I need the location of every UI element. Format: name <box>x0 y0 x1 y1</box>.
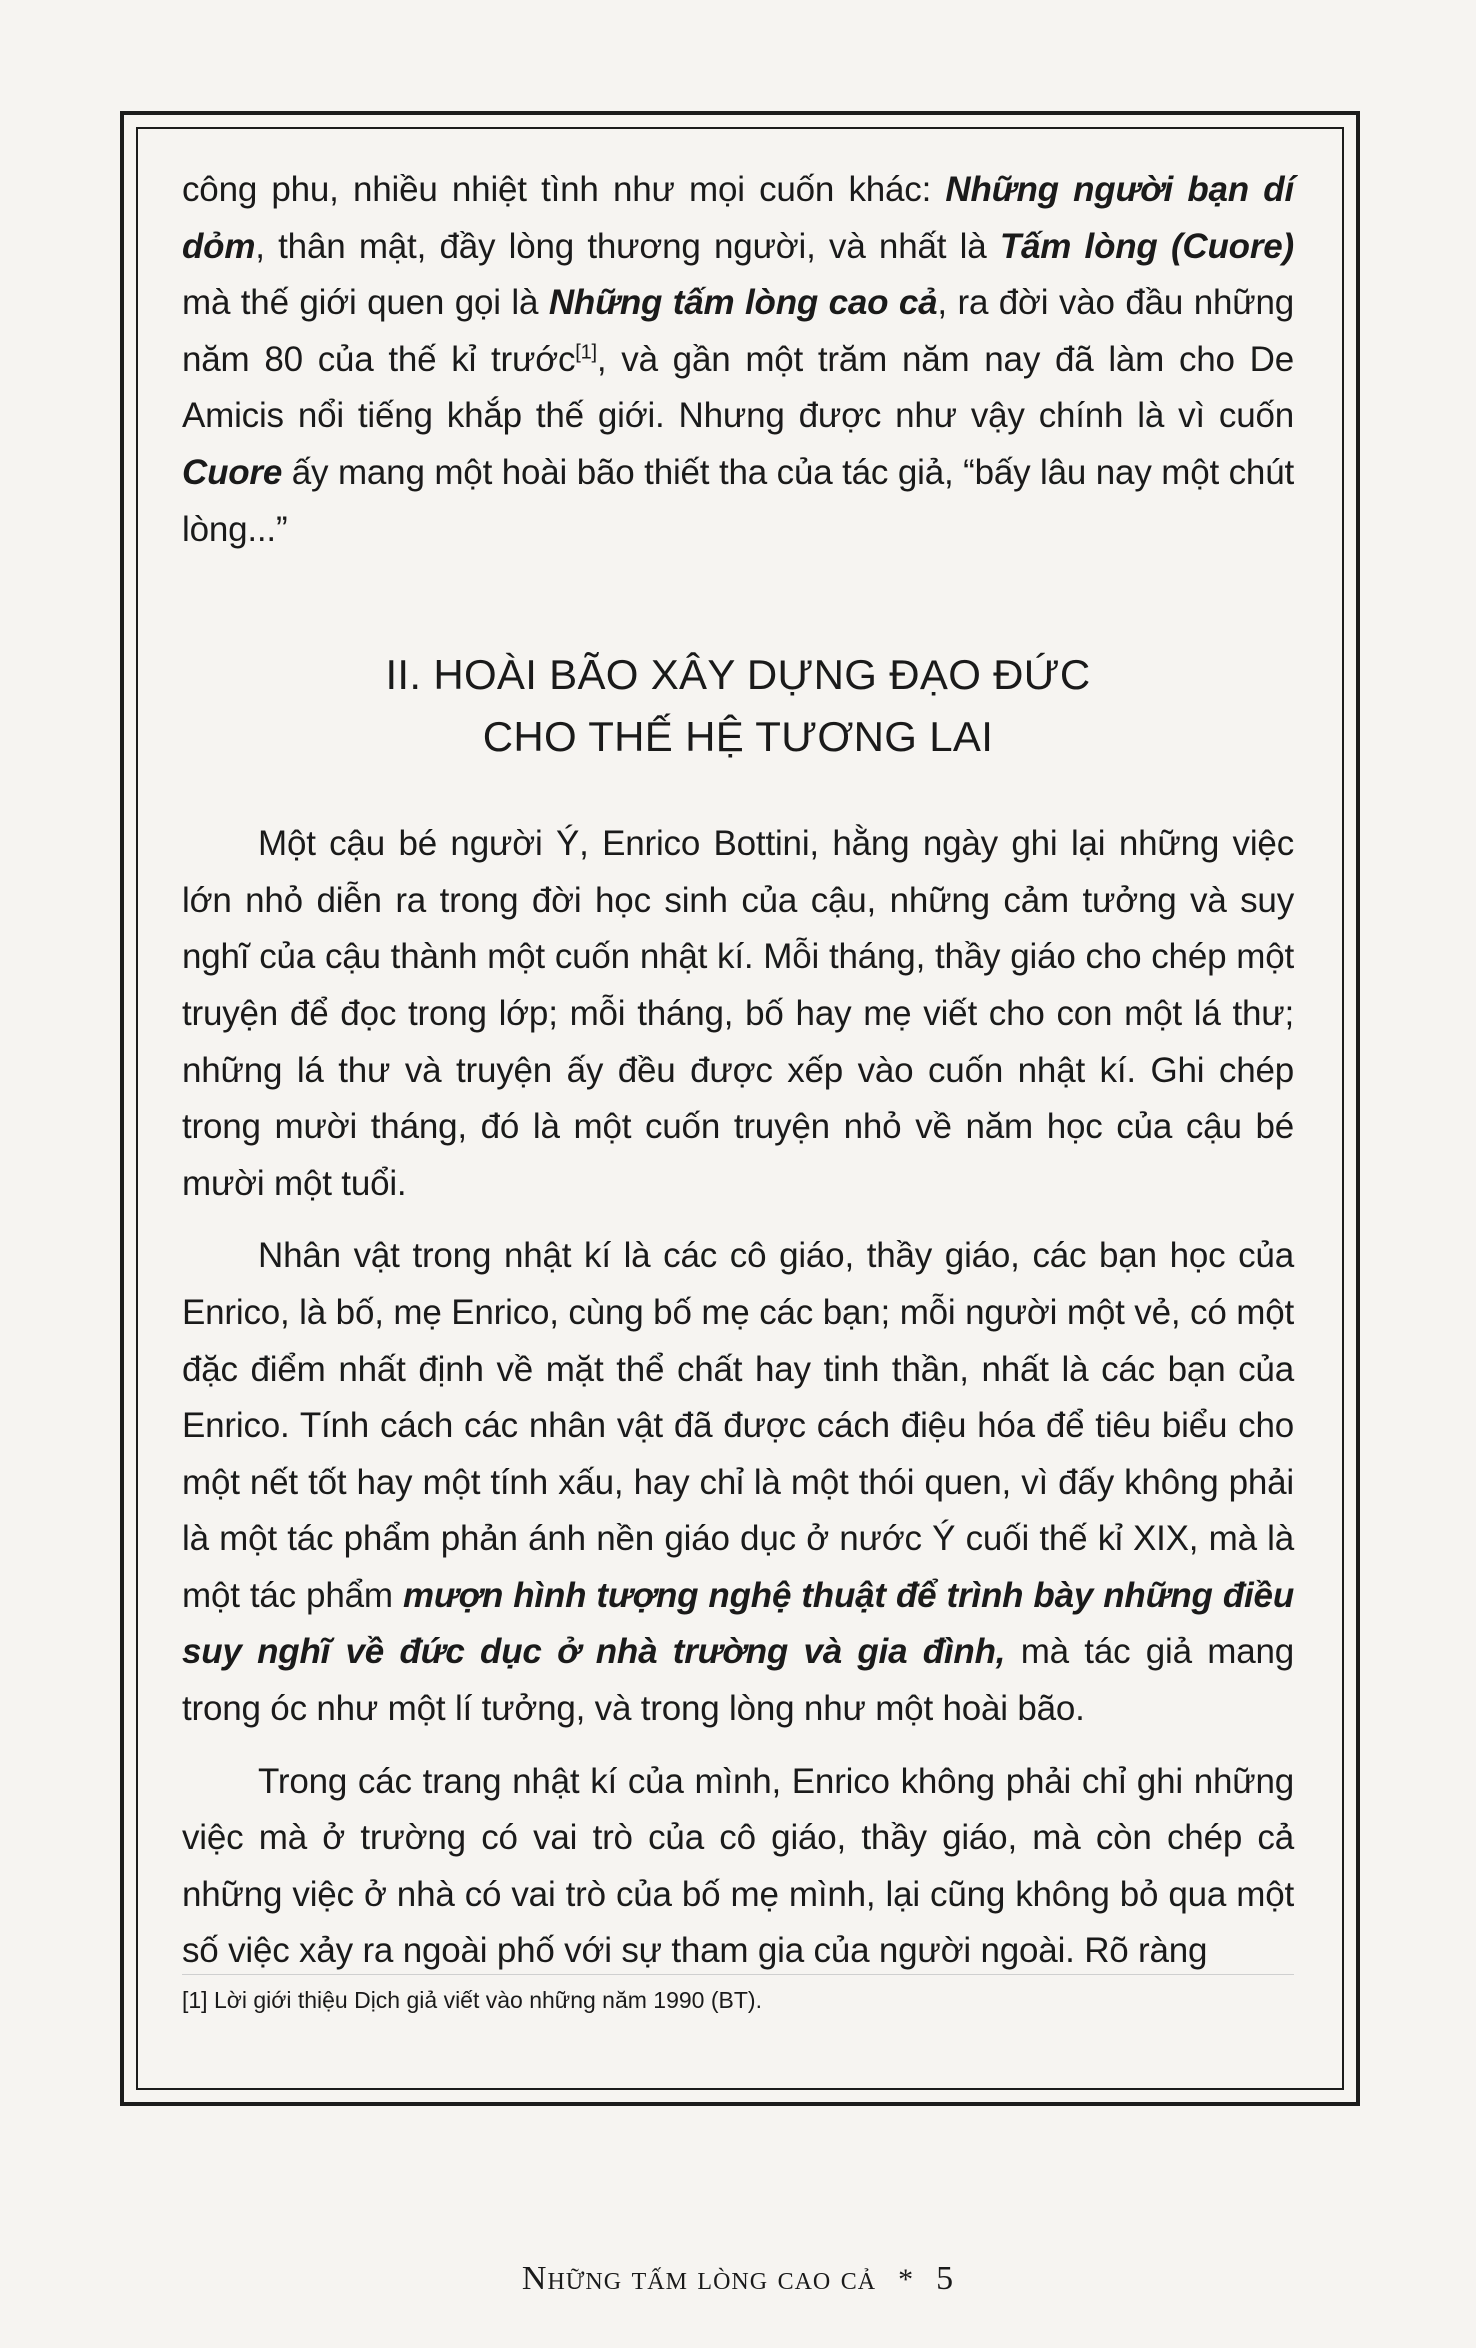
footnote-divider <box>182 1974 1294 1975</box>
paragraph-enrico-diary: Một cậu bé người Ý, Enrico Bottini, hằng ngày ghi lại những việc lớn nhỏ diễn ra trong đời học sinh của cậu, những cảm tưởng và suy nghĩ của cậu thành một cuốn nhật kí. Mỗi tháng, thầy giáo cho chép một truyện để đọc trong lớp; mỗi tháng, bố hay mẹ viết cho con một lá thư; những lá thư và truyện ấy đều được xếp vào cuốn nhật kí. Ghi chép trong mười tháng, đó là một cuốn truyện nhỏ về năm học của cậu bé mười một tuổi. <box>182 824 1294 1203</box>
paragraph-characters <box>182 1228 1294 1737</box>
text-run: , và gần một trăm năm nay đã làm cho De Amicis nổi tiếng khắp thế giới. Nhưng được như vậy chính là vì cuốn <box>182 339 1294 436</box>
text-run: công phu, nhiều nhiệt tình như mọi cuốn khác: <box>182 170 946 209</box>
footnote: [1] Lời giới thiệu Dịch giả viết vào những năm 1990 (BT). <box>182 1987 762 2013</box>
book-title-emphasis: Những tấm lòng cao cả <box>548 283 938 323</box>
text-run: mà thế giới quen gọi là <box>182 283 549 323</box>
text-run: , ra đời vào đầu những năm 80 của thế kỉ trước <box>182 283 1294 379</box>
text-run: ấy mang một hoài bão thiết tha của tác giả, “bấy lâu nay một chút lòng...” <box>182 452 1294 549</box>
section-heading-line2: CHO THẾ HỆ TƯƠNG LAI <box>482 713 994 761</box>
section-heading-line1: II. HOÀI BÃO XÂY DỰNG ĐẠO ĐỨC <box>385 651 1091 699</box>
paragraph-intro <box>182 162 1294 558</box>
page-number: 5 <box>936 2260 955 2297</box>
paragraph-diary-pages: Trong các trang nhật kí của mình, Enrico không phải chỉ ghi những việc mà ở trường có vai trò của cô giáo, thầy giáo, mà còn chép cả những việc ở nhà có vai trò của bố mẹ mình, lại cũng không bỏ qua một số việc xảy ra ngoài phố với sự tham gia của người ngoài. Rõ ràng <box>182 1761 1294 1971</box>
book-title-emphasis: Những người bạn dí dỏm <box>182 170 1294 266</box>
running-footer <box>0 2260 1476 2298</box>
text-run: , thân mật, đầy lòng thương người, và nhất là <box>255 226 1000 266</box>
footnote-marker: [1] <box>575 341 597 364</box>
asterisk-separator: * <box>898 2263 915 2296</box>
page-content <box>182 162 1294 1980</box>
book-title-emphasis: Tấm lòng (Cuore) <box>999 226 1295 266</box>
book-title-emphasis: Cuore <box>182 452 283 492</box>
emphasis-text: mượn hình tượng nghệ thuật để trình bày những điều suy nghĩ về đức dục ở nhà trường và gia đình, <box>182 1575 1294 1672</box>
book-title-footer: Những tấm lòng cao cả <box>521 2260 877 2297</box>
text-run: Nhân vật trong nhật kí là các cô giáo, thầy giáo, các bạn học của Enrico, là bố, mẹ Enrico, cùng bố mẹ các bạn; mỗi người một vẻ, có một đặc điểm nhất định về mặt thể chất hay tinh thần, nhất là các bạn của Enrico. Tính cách các nhân vật đã được cách điệu hóa để tiêu biểu cho một nết tốt hay một tính xấu, hay chỉ là một thói quen, vì đấy không phải là một tác phẩm phản ánh nền giáo dục ở nước Ý cuối thế kỉ XIX, mà là một tác phẩm <box>182 1236 1294 1615</box>
section-heading <box>182 644 1294 768</box>
text-run: mà tác giả mang trong óc như một lí tưởng, và trong lòng như một hoài bão. <box>182 1632 1295 1729</box>
